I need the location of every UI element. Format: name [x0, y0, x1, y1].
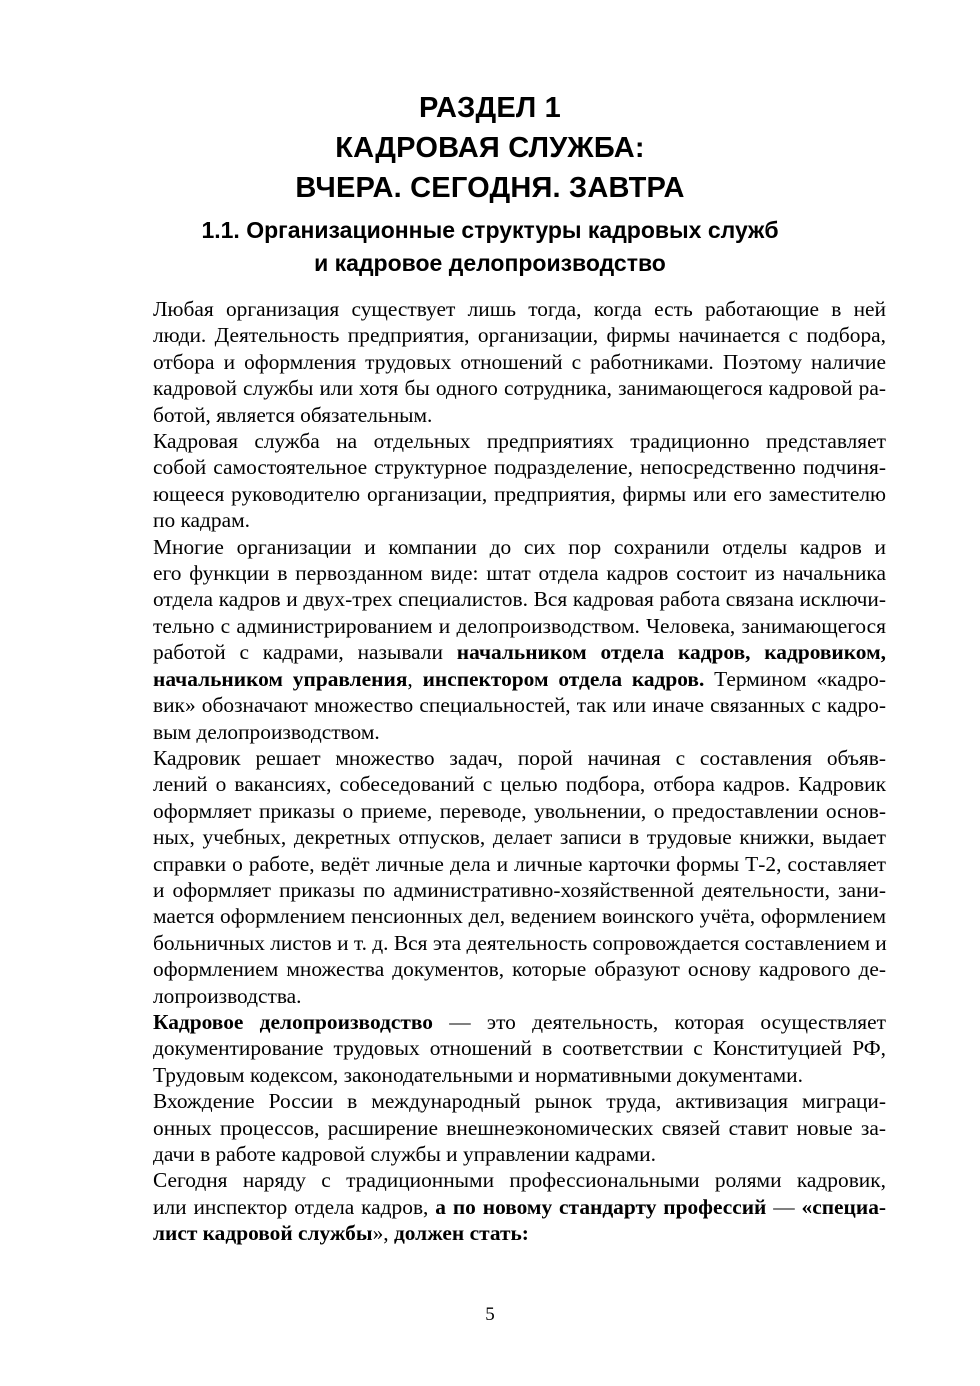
- text-line: больничных листов и т. д. Вся эта деятельность сопровождается составлением и: [153, 930, 887, 955]
- chapter-heading: [0, 88, 980, 208]
- text-line: отдела кадров и двух-трех специалистов. Вся кадровая работа связана исключи-: [153, 587, 886, 612]
- text-line: мается оформлением пенсионных дел, ведением воинского учёта, оформлением: [153, 904, 886, 929]
- paragraph-3: [94, 534, 886, 745]
- bold-term: должен стать:: [393, 1221, 529, 1246]
- paragraph-4: [94, 745, 886, 1009]
- text-line: лопроизводства.: [153, 983, 302, 1008]
- bold-term: Кадровое делопроизводство: [153, 1009, 433, 1034]
- text-line: [94, 1009, 886, 1035]
- text-run: — это деятельность, которая осуществляет: [432, 1009, 886, 1034]
- text-line: оформлением множества документов, которые образуют основу кадрового де-: [153, 957, 886, 982]
- text-line: Любая организация существует лишь тогда, когда есть работающие в ней: [153, 297, 886, 321]
- bold-term: лист кадровой службы: [153, 1221, 373, 1246]
- text-line: Кадровик решает множество задач, порой начиная с составления объяв-: [153, 745, 886, 770]
- text-run: или инспектор отдела кадров,: [153, 1194, 436, 1219]
- chapter-subtitle-line: ВЧЕРА. СЕГОДНЯ. ЗАВТРА: [295, 172, 685, 204]
- text-line: Кадровая служба на отдельных предприятиях традиционно представляет: [153, 429, 886, 454]
- text-line: и оформляет приказы по административно-хозяйственной деятельности, зани-: [153, 877, 886, 902]
- text-line: ботой, является обязательным.: [153, 402, 433, 427]
- text-line: дачи в работе кадровой службы и управлении кадрами.: [153, 1142, 656, 1166]
- bold-term: начальником отдела кадров, кадровиком,: [456, 640, 887, 665]
- text-line: вым делопроизводством.: [153, 719, 380, 744]
- text-line: [94, 666, 886, 692]
- text-line: оформляет приказы о приеме, переводе, увольнении, о предоставлении основ-: [153, 798, 886, 823]
- section-heading: [0, 214, 980, 280]
- page-number: 5: [485, 1304, 495, 1325]
- chapter-number: РАЗДЕЛ 1: [418, 92, 562, 124]
- text-line: [94, 1220, 886, 1246]
- paragraph-1: [94, 296, 886, 428]
- text-line: вик» обозначают множество специальностей, так или иначе связанных с кадро-: [153, 693, 886, 718]
- text-line: кадровой службы или хотя бы одного сотрудника, занимающегося кадровой ра-: [153, 376, 886, 401]
- text-line: [94, 1194, 886, 1220]
- text-line: тельно с администрированием и делопроизводством. Человека, занимающегося: [153, 613, 886, 638]
- body-text: [94, 296, 886, 1247]
- text-line: ющееся руководителю организации, предприятия, фирмы или его заместителю: [153, 481, 886, 506]
- paragraph-7: [94, 1167, 886, 1246]
- text-line: отбора и оформления трудовых отношений с работниками. Поэтому наличие: [153, 349, 886, 374]
- paragraph-2: [94, 428, 886, 534]
- bold-term: «специа-: [801, 1194, 887, 1219]
- text-line: ных, учебных, декретных отпусков, делает записи в трудовые книжки, выдает: [153, 825, 886, 850]
- text-line: собой самостоятельное структурное подразделение, непосредственно подчиня-: [153, 455, 886, 480]
- bold-term: начальником управления: [153, 666, 408, 691]
- text-run: Термином «кадро-: [704, 666, 886, 691]
- paragraph-6: [94, 1088, 886, 1167]
- paragraph-5: [94, 1009, 886, 1088]
- text-line: люди. Деятельность предприятия, организации, фирмы начинается с подбора,: [153, 323, 886, 348]
- text-line: онных процессов, расширение внешнеэкономических связей ставит новые за-: [153, 1115, 886, 1140]
- text-run: работой с кадрами, называли: [153, 640, 457, 665]
- text-line: Вхождение России в международный рынок труда, активизация миграци-: [153, 1089, 886, 1114]
- text-line: его функции в первозданном виде: штат отдела кадров состоит из начальника: [153, 561, 886, 586]
- text-line: справки о работе, ведёт личные дела и личные карточки формы Т-2, составляет: [153, 851, 886, 876]
- text-line: документирование трудовых отношений в соответствии с Конституцией РФ,: [153, 1036, 886, 1061]
- section-title-line: 1.1. Организационные структуры кадровых служб: [201, 217, 779, 243]
- bold-term: а по новому стандарту профессий: [435, 1194, 767, 1219]
- text-line: Сегодня наряду с традиционными профессиональными ролями кадровик,: [153, 1168, 886, 1193]
- chapter-title-line: КАДРОВАЯ СЛУЖБА:: [335, 132, 645, 164]
- text-run: ,: [407, 666, 423, 691]
- text-line: по кадрам.: [153, 508, 251, 533]
- text-run: —: [766, 1194, 802, 1219]
- bold-term: инспектором отдела кадров.: [422, 666, 705, 691]
- text-line: лений о вакансиях, собеседований с целью подбора, отбора кадров. Кадровик: [153, 772, 886, 797]
- text-line: [94, 639, 886, 665]
- text-run: »,: [372, 1221, 394, 1246]
- text-line: Многие организации и компании до сих пор сохранили отделы кадров и: [153, 534, 886, 559]
- section-title-line: и кадровое делопроизводство: [314, 250, 666, 276]
- text-line: Трудовым кодексом, законодательными и нормативными документами.: [153, 1062, 803, 1087]
